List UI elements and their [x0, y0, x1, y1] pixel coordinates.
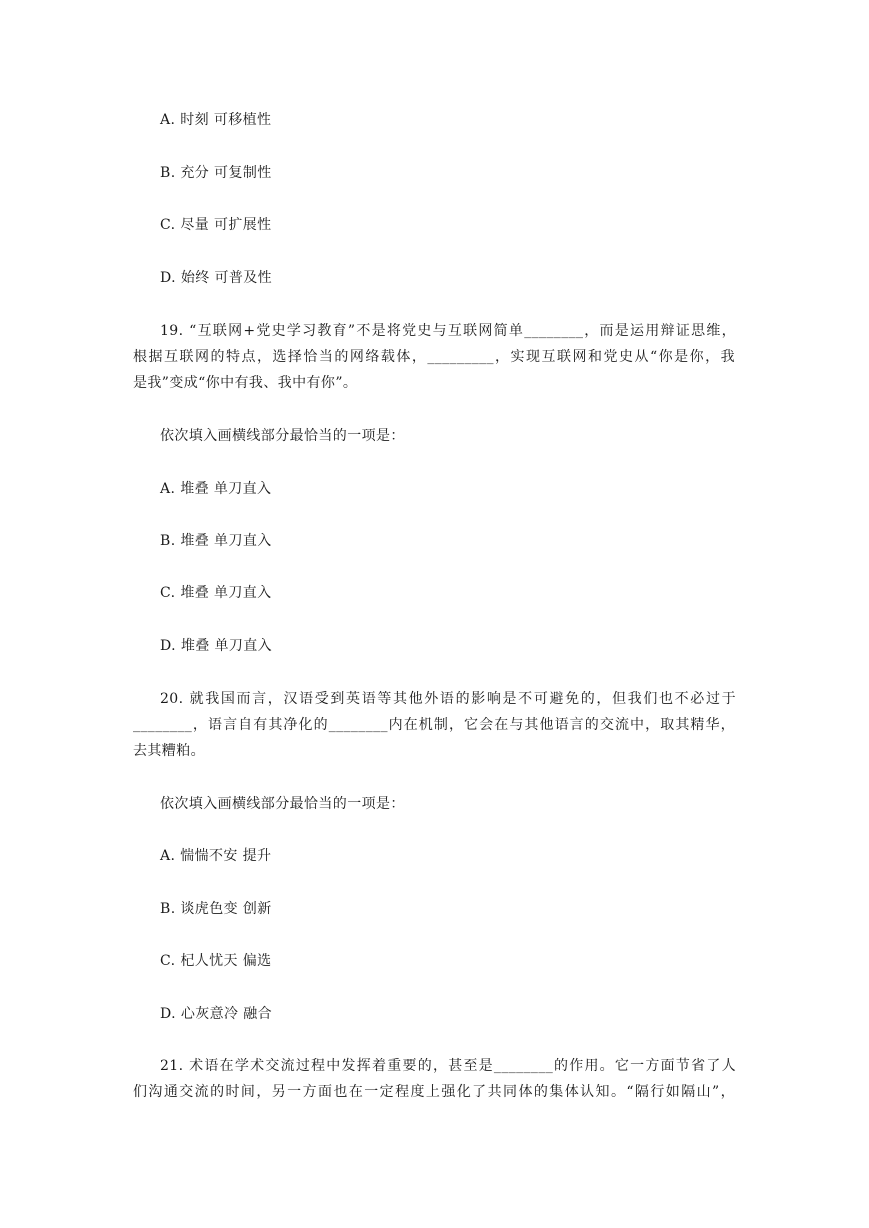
q18-option-c: C. 尽量 可扩展性	[160, 217, 272, 233]
q20-option-b: B. 谈虎色变 创新	[160, 901, 272, 917]
q18-option-a: A. 时刻 可移植性	[160, 112, 272, 128]
q21-stem-line-1: 21. 术语在学术交流过程中发挥着重要的，甚至是________的作用。它一方面节省了人	[160, 1058, 736, 1074]
q20-option-a: A. 惴惴不安 提升	[160, 848, 272, 864]
q19-instruction: 依次填入画横线部分最恰当的一项是：	[160, 428, 405, 444]
q20-option-c: C. 杞人忧天 偏选	[160, 953, 272, 969]
q20-stem-line-3: 去其糟粕。	[133, 743, 205, 759]
q19-stem-line-3: 是我”变成“你中有我、我中有你”。	[133, 375, 358, 391]
q18-option-d: D. 始终 可普及性	[160, 270, 273, 286]
q18-option-b: B. 充分 可复制性	[160, 165, 272, 181]
q19-option-b: B. 堆叠 单刀直入	[160, 533, 272, 549]
q19-option-a: A. 堆叠 单刀直入	[160, 481, 272, 497]
q20-option-d: D. 心灰意冷 融合	[160, 1006, 273, 1022]
q19-option-d: D. 堆叠 单刀直入	[160, 638, 273, 654]
q19-option-c: C. 堆叠 单刀直入	[160, 585, 272, 601]
q21-stem-line-2: 们沟通交流的时间，另一方面也在一定程度上强化了共同体的集体认知。“隔行如隔山”，	[133, 1084, 735, 1100]
q19-stem-line-1: 19. “互联网+党史学习教育”不是将党史与互联网简单________，而是运用辩证思维，	[160, 323, 736, 339]
q19-stem-line-2: 根据互联网的特点，选择恰当的网络载体，_________，实现互联网和党史从“你是你，我	[133, 349, 735, 365]
q20-stem-line-1: 20. 就我国而言，汉语受到英语等其他外语的影响是不可避免的，但我们也不必过于	[160, 691, 736, 707]
q20-instruction: 依次填入画横线部分最恰当的一项是：	[160, 796, 405, 812]
q20-stem-line-2: ________，语言自有其净化的________内在机制，它会在与其他语言的交流中，取其精华，	[133, 717, 735, 733]
